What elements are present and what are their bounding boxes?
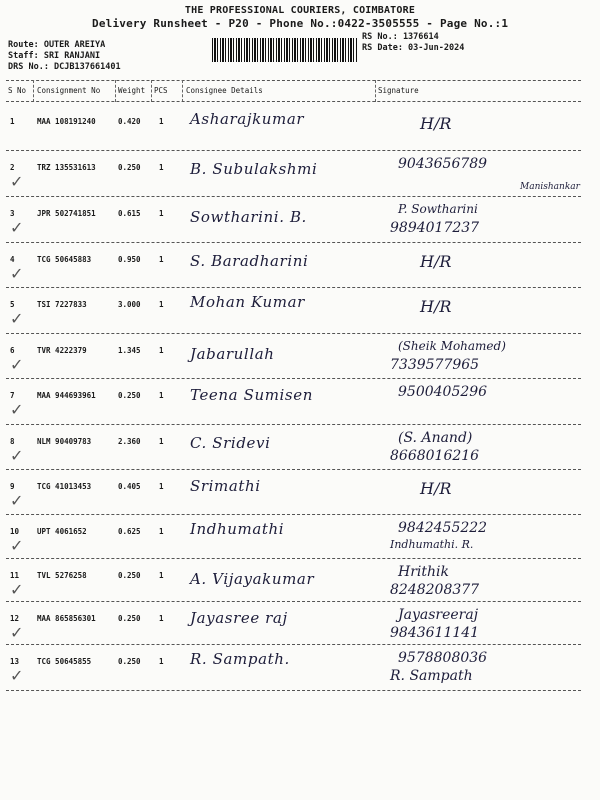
row-divider	[6, 690, 581, 691]
consignment-number: MAA 108191240	[37, 117, 96, 126]
consignee-name: B. Subulakshmi	[190, 160, 318, 178]
pieces-count: 1	[159, 163, 164, 172]
col-divider	[375, 80, 376, 102]
weight-value: 0.250	[118, 391, 141, 400]
col-divider	[33, 80, 34, 102]
serial-number: 1	[10, 117, 15, 126]
consignment-number: UPT 4061652	[37, 527, 87, 536]
company-title: THE PROFESSIONAL COURIERS, COIMBATORE	[184, 5, 416, 16]
consignment-number: TVR 4222379	[37, 346, 87, 355]
col-details: Consignee Details	[186, 86, 263, 95]
pieces-count: 1	[159, 300, 164, 309]
serial-number: 4	[10, 255, 15, 264]
signature-text: 9043656789	[398, 156, 488, 172]
consignee-name: S. Baradharini	[190, 252, 309, 270]
row-divider	[6, 378, 581, 379]
consignment-number: TCG 50645883	[37, 255, 92, 264]
consignment-number: TSI 7227833	[37, 300, 87, 309]
consignment-number: TVL 5276258	[37, 571, 87, 580]
row-divider	[6, 196, 581, 197]
weight-value: 1.345	[118, 346, 141, 355]
barcode	[212, 38, 357, 62]
serial-number: 10	[10, 527, 20, 536]
weight-value: 0.420	[118, 117, 141, 126]
weight-value: 2.360	[118, 437, 141, 446]
signature-text: H/R	[420, 114, 452, 133]
col-sno: S No	[8, 86, 27, 95]
weight-value: 0.250	[118, 614, 141, 623]
signature-note: 8248208377	[390, 582, 480, 598]
check-mark-icon: ✓	[10, 580, 24, 599]
pieces-count: 1	[159, 437, 164, 446]
weight-value: 0.405	[118, 482, 141, 491]
col-divider	[182, 80, 183, 102]
check-mark-icon: ✓	[10, 309, 24, 328]
signature-text: 9842455222	[398, 520, 488, 536]
consignee-name: R. Sampath.	[190, 650, 290, 668]
signature-text: (S. Anand)	[398, 430, 473, 446]
serial-number: 6	[10, 346, 15, 355]
signature-text: H/R	[420, 252, 452, 271]
signature-text: Hrithik	[398, 564, 449, 580]
signature-note: R. Sampath	[390, 668, 473, 684]
pieces-count: 1	[159, 391, 164, 400]
weight-value: 0.625	[118, 527, 141, 536]
col-divider	[151, 80, 152, 102]
check-mark-icon: ✓	[10, 666, 24, 685]
signature-text: H/R	[420, 479, 452, 498]
check-mark-icon: ✓	[10, 172, 24, 191]
consignment-number: MAA 865856301	[37, 614, 96, 623]
check-mark-icon: ✓	[10, 446, 24, 465]
row-divider	[6, 287, 581, 288]
row-divider	[6, 469, 581, 470]
row-divider	[6, 514, 581, 515]
check-mark-icon: ✓	[10, 623, 24, 642]
serial-number: 3	[10, 209, 15, 218]
col-pcs: PCS	[154, 86, 168, 95]
signature-note: 7339577965	[390, 357, 480, 373]
row-divider	[6, 242, 581, 243]
consignee-name: C. Sridevi	[190, 434, 271, 452]
check-mark-icon: ✓	[10, 264, 24, 283]
pieces-count: 1	[159, 117, 164, 126]
col-weight: Weight	[118, 86, 146, 95]
consignee-name: Srimathi	[190, 477, 261, 495]
staff-label: Staff: SRI RANJANI	[8, 51, 101, 61]
signature-text: 9500405296	[398, 384, 488, 400]
check-mark-icon: ✓	[10, 355, 24, 374]
signature-note: 8668016216	[390, 448, 480, 464]
serial-number: 8	[10, 437, 15, 446]
pieces-count: 1	[159, 209, 164, 218]
consignment-number: NLM 90409783	[37, 437, 92, 446]
row-divider	[6, 424, 581, 425]
consignee-name: Jabarullah	[190, 345, 275, 363]
serial-number: 13	[10, 657, 20, 666]
consignment-number: TCG 41013453	[37, 482, 92, 491]
weight-value: 0.250	[118, 163, 141, 172]
signature-text: Jayasreeraj	[398, 607, 479, 623]
weight-value: 0.250	[118, 657, 141, 666]
consignee-name: Sowtharini. B.	[190, 208, 307, 226]
signature-text: H/R	[420, 297, 452, 316]
signature-note: 9894017237	[390, 220, 480, 236]
row-divider	[6, 558, 581, 559]
route-label: Route: OUTER AREIYA	[8, 40, 106, 50]
col-signature: Signature	[378, 86, 419, 95]
row-divider	[6, 150, 581, 151]
col-consignment: Consignment No	[37, 86, 101, 95]
weight-value: 3.000	[118, 300, 141, 309]
serial-number: 11	[10, 571, 20, 580]
runsheet-subtitle: Delivery Runsheet - P20 - Phone No.:0422-3505555 - Page No.:1	[92, 17, 509, 30]
rs-number: RS No.: 1376614	[362, 32, 439, 42]
check-mark-icon: ✓	[10, 491, 24, 510]
drs-number: DRS No.: DCJB137661401	[8, 62, 121, 72]
row-divider	[6, 333, 581, 334]
serial-number: 2	[10, 163, 15, 172]
consignment-number: TRZ 135531613	[37, 163, 96, 172]
consignment-number: TCG 50645855	[37, 657, 92, 666]
signature-text: (Sheik Mohamed)	[398, 339, 506, 353]
row-divider	[6, 601, 581, 602]
pieces-count: 1	[159, 527, 164, 536]
serial-number: 12	[10, 614, 20, 623]
row-divider	[6, 644, 581, 645]
consignee-name: Mohan Kumar	[190, 293, 305, 311]
signature-note: Manishankar	[520, 182, 580, 192]
rs-block	[362, 32, 464, 54]
weight-value: 0.250	[118, 571, 141, 580]
pieces-count: 1	[159, 571, 164, 580]
serial-number: 7	[10, 391, 15, 400]
check-mark-icon: ✓	[10, 536, 24, 555]
header-top-rule	[6, 80, 581, 81]
check-mark-icon: ✓	[10, 400, 24, 419]
weight-value: 0.950	[118, 255, 141, 264]
consignee-name: Indhumathi	[190, 520, 285, 538]
signature-text: 9578808036	[398, 650, 488, 666]
serial-number: 5	[10, 300, 15, 309]
header-bottom-rule	[6, 101, 581, 102]
consignment-number: JPR 502741851	[37, 209, 96, 218]
route-staff-block	[8, 40, 121, 73]
pieces-count: 1	[159, 614, 164, 623]
rs-date: RS Date: 03-Jun-2024	[362, 43, 465, 53]
consignee-name: Teena Sumisen	[190, 386, 313, 404]
consignee-name: Jayasree raj	[190, 609, 288, 627]
pieces-count: 1	[159, 346, 164, 355]
weight-value: 0.615	[118, 209, 141, 218]
signature-note: Indhumathi. R.	[390, 538, 474, 551]
table-header	[0, 84, 600, 98]
consignment-number: MAA 944693961	[37, 391, 96, 400]
consignee-name: Asharajkumar	[190, 110, 305, 128]
signature-note: 9843611141	[390, 625, 480, 641]
consignee-name: A. Vijayakumar	[190, 570, 315, 588]
col-divider	[115, 80, 116, 102]
pieces-count: 1	[159, 255, 164, 264]
serial-number: 9	[10, 482, 15, 491]
signature-text: P. Sowtharini	[398, 202, 478, 216]
check-mark-icon: ✓	[10, 218, 24, 237]
pieces-count: 1	[159, 482, 164, 491]
pieces-count: 1	[159, 657, 164, 666]
